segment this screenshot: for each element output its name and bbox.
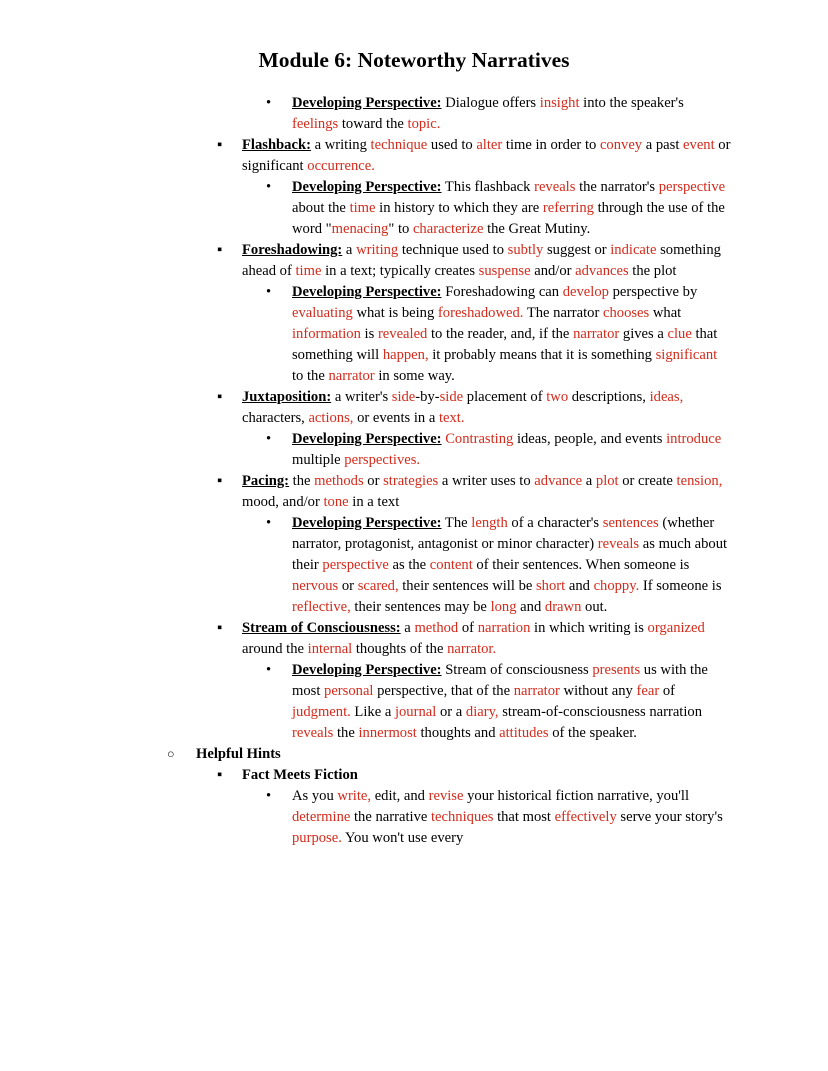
list-item xyxy=(0,786,828,849)
body-text: serve your story's xyxy=(616,809,723,825)
highlighted-term: occurrence. xyxy=(307,158,375,174)
highlighted-term: sentences xyxy=(602,515,659,531)
highlighted-term: drawn xyxy=(544,599,582,615)
body-text: in which writing is xyxy=(530,620,648,636)
highlighted-term: topic. xyxy=(407,116,441,132)
body-text: their sentences will be xyxy=(398,578,536,594)
highlighted-term: develop xyxy=(562,284,609,300)
list-item xyxy=(0,513,828,618)
highlighted-term: methods xyxy=(314,473,364,489)
list-item xyxy=(0,93,828,135)
body-text: that most xyxy=(493,809,555,825)
list-item-text xyxy=(292,515,727,615)
list-item-text xyxy=(292,431,721,468)
highlighted-term: tone xyxy=(323,494,349,510)
circle-bullet-icon: ○ xyxy=(167,747,175,761)
list-item-text xyxy=(242,473,722,510)
highlighted-term: two xyxy=(546,389,569,405)
highlighted-term: reveals xyxy=(597,536,640,552)
body-text: out. xyxy=(581,599,608,615)
body-text: in history to which they are xyxy=(375,200,543,216)
disc-bullet-icon: • xyxy=(266,284,272,300)
highlighted-term: narrator. xyxy=(447,641,497,657)
body-text: around the xyxy=(242,641,308,657)
body-text: what is being xyxy=(352,305,438,321)
highlighted-term: reveals xyxy=(534,179,576,195)
highlighted-term: introduce xyxy=(666,431,722,447)
highlighted-term: menacing xyxy=(331,221,389,237)
list-item xyxy=(0,660,828,744)
highlighted-term: side xyxy=(439,389,464,405)
highlighted-term: plot xyxy=(595,473,619,489)
term-label: Flashback: xyxy=(242,137,311,153)
highlighted-term: information xyxy=(292,326,361,342)
body-text: or events in a xyxy=(353,410,439,426)
highlighted-term: scared, xyxy=(357,578,399,594)
highlighted-term: techniques xyxy=(431,809,494,825)
highlighted-term: tension, xyxy=(676,473,723,489)
highlighted-term: narration xyxy=(477,620,531,636)
highlighted-term: revealed xyxy=(377,326,428,342)
list-item-text xyxy=(242,242,721,279)
highlighted-term: diary, xyxy=(465,704,499,720)
highlighted-term: writing xyxy=(356,242,399,258)
list-item xyxy=(0,471,828,513)
body-text: the narrator's xyxy=(575,179,659,195)
highlighted-term: convey xyxy=(599,137,643,153)
term-label: Developing Perspective: xyxy=(292,515,442,531)
body-text: the narrative xyxy=(350,809,431,825)
list-item xyxy=(0,240,828,282)
body-text: and xyxy=(565,578,594,594)
term-label: Developing Perspective: xyxy=(292,431,442,447)
body-text: ideas, people, and events xyxy=(513,431,667,447)
square-bullet-icon: ▪ xyxy=(217,137,223,153)
body-text: Dialogue offers xyxy=(441,95,540,111)
highlighted-term: write, xyxy=(337,788,372,804)
highlighted-term: internal xyxy=(307,641,353,657)
highlighted-term: method xyxy=(414,620,459,636)
list-item-text xyxy=(242,389,683,426)
highlighted-term: determine xyxy=(292,809,351,825)
highlighted-term: happen, xyxy=(382,347,429,363)
body-text: it probably means that it is something xyxy=(428,347,656,363)
body-text: mood, and/or xyxy=(242,494,324,510)
body-text: perspective by xyxy=(608,284,698,300)
square-bullet-icon: ▪ xyxy=(217,767,223,783)
highlighted-term: evaluating xyxy=(292,305,353,321)
body-text: that something will xyxy=(292,326,718,363)
body-text: or xyxy=(338,578,358,594)
list-item-text xyxy=(292,284,717,384)
list-item xyxy=(0,744,828,765)
highlighted-term: Contrasting xyxy=(445,431,514,447)
highlighted-term: subtly xyxy=(507,242,544,258)
highlighted-term: nervous xyxy=(292,578,339,594)
body-text: of their sentences. When someone is xyxy=(472,557,690,573)
body-text: into the speaker's xyxy=(579,95,684,111)
body-text: a writing xyxy=(310,137,371,153)
highlighted-term: long xyxy=(490,599,517,615)
list-item xyxy=(0,618,828,660)
body-text: a xyxy=(582,473,596,489)
body-text: -by- xyxy=(415,389,440,405)
body-text: the plot xyxy=(628,263,677,279)
highlighted-term: length xyxy=(471,515,508,531)
highlighted-term: side xyxy=(391,389,416,405)
highlighted-term: technique xyxy=(370,137,428,153)
term-label: Developing Perspective: xyxy=(292,662,442,678)
body-text: Like a xyxy=(350,704,395,720)
highlighted-term: content xyxy=(429,557,473,573)
list-item-text xyxy=(242,767,358,783)
body-text: characters, xyxy=(242,410,309,426)
highlighted-term: feelings xyxy=(292,116,339,132)
body-text: suggest or xyxy=(543,242,611,258)
square-bullet-icon: ▪ xyxy=(217,473,223,489)
body-text: and/or xyxy=(530,263,576,279)
highlighted-term: text. xyxy=(438,410,465,426)
disc-bullet-icon: • xyxy=(266,515,272,531)
body-text: edit, and xyxy=(371,788,429,804)
highlighted-term: suspense xyxy=(478,263,531,279)
highlighted-term: foreshadowed. xyxy=(437,305,524,321)
body-text: stream-of-consciousness narration xyxy=(498,704,703,720)
body-text: gives a xyxy=(619,326,668,342)
term-label: Developing Perspective: xyxy=(292,284,442,300)
highlighted-term: actions, xyxy=(308,410,354,426)
highlighted-term: significant xyxy=(655,347,718,363)
body-text: us with the most xyxy=(292,662,708,699)
body-text: about the xyxy=(292,200,350,216)
body-text: of xyxy=(458,620,478,636)
document-outline-list xyxy=(0,93,828,849)
body-text: The narrator xyxy=(523,305,603,321)
body-text: toward the xyxy=(338,116,408,132)
body-text: their sentences may be xyxy=(350,599,491,615)
body-text: a writer's xyxy=(331,389,392,405)
body-text: If someone is xyxy=(639,578,722,594)
body-text: descriptions, xyxy=(568,389,650,405)
term-label: Foreshadowing: xyxy=(242,242,343,258)
body-text: and xyxy=(516,599,545,615)
highlighted-term: choppy. xyxy=(593,578,640,594)
body-text: You won't use every xyxy=(341,830,464,846)
list-item xyxy=(0,765,828,786)
body-text: perspective, that of the xyxy=(373,683,514,699)
body-text: the Great Mutiny. xyxy=(483,221,591,237)
highlighted-term: characterize xyxy=(412,221,484,237)
highlighted-term: alter xyxy=(476,137,503,153)
list-item-text xyxy=(242,620,705,657)
highlighted-term: reveals xyxy=(292,725,334,741)
highlighted-term: indicate xyxy=(610,242,657,258)
list-item-text xyxy=(292,95,684,132)
body-text: or significant xyxy=(242,137,731,174)
disc-bullet-icon: • xyxy=(266,431,272,447)
highlighted-term: effectively xyxy=(554,809,617,825)
highlighted-term: narrator xyxy=(513,683,560,699)
body-text: (whether narrator, protagonist, antagonist or minor character) xyxy=(292,515,715,552)
body-text: in a text; typically creates xyxy=(321,263,479,279)
body-text: a xyxy=(342,242,357,258)
body-text: something ahead of xyxy=(242,242,721,279)
body-text: your historical fiction narrative, you'll xyxy=(463,788,689,804)
list-item xyxy=(0,429,828,471)
highlighted-term: perspective xyxy=(658,179,726,195)
highlighted-term: reflective, xyxy=(292,599,351,615)
highlighted-term: judgment. xyxy=(292,704,351,720)
term-label: Juxtaposition: xyxy=(242,389,332,405)
highlighted-term: insight xyxy=(539,95,580,111)
term-label: Fact Meets Fiction xyxy=(242,767,358,783)
body-text: in a text xyxy=(348,494,400,510)
highlighted-term: chooses xyxy=(603,305,650,321)
body-text: As you xyxy=(292,788,338,804)
body-text: to the xyxy=(292,368,329,384)
list-item xyxy=(0,135,828,177)
highlighted-term: time xyxy=(295,263,322,279)
list-item-text xyxy=(242,137,730,174)
highlighted-term: referring xyxy=(542,200,594,216)
term-label: Developing Perspective: xyxy=(292,95,442,111)
list-item xyxy=(0,387,828,429)
highlighted-term: fear xyxy=(636,683,660,699)
highlighted-term: perspectives. xyxy=(344,452,421,468)
body-text: used to xyxy=(427,137,477,153)
body-text: technique used to xyxy=(398,242,508,258)
body-text: as much about their xyxy=(292,536,728,573)
highlighted-term: organized xyxy=(647,620,705,636)
square-bullet-icon: ▪ xyxy=(217,389,223,405)
body-text: a xyxy=(400,620,415,636)
highlighted-term: presents xyxy=(592,662,641,678)
body-text: This flashback xyxy=(441,179,535,195)
term-label: Pacing: xyxy=(242,473,290,489)
highlighted-term: attitudes xyxy=(499,725,549,741)
body-text: placement of xyxy=(463,389,547,405)
body-text: what xyxy=(649,305,682,321)
body-text: or create xyxy=(618,473,677,489)
body-text: a past xyxy=(642,137,684,153)
highlighted-term: event xyxy=(683,137,715,153)
body-text: of the speaker. xyxy=(548,725,637,741)
highlighted-term: narrator xyxy=(573,326,620,342)
body-text: or a xyxy=(436,704,466,720)
body-text: thoughts and xyxy=(416,725,500,741)
highlighted-term: revise xyxy=(428,788,464,804)
disc-bullet-icon: • xyxy=(266,179,272,195)
list-item-text xyxy=(292,788,723,846)
highlighted-term: advance xyxy=(534,473,583,489)
disc-bullet-icon: • xyxy=(266,662,272,678)
highlighted-term: clue xyxy=(667,326,692,342)
body-text: Foreshadowing can xyxy=(441,284,563,300)
body-text: multiple xyxy=(292,452,345,468)
disc-bullet-icon: • xyxy=(266,788,272,804)
body-text: Stream of consciousness xyxy=(441,662,593,678)
term-label: Stream of Consciousness: xyxy=(242,620,401,636)
list-item xyxy=(0,282,828,387)
body-text: " to xyxy=(388,221,413,237)
body-text: to the reader, and, if the xyxy=(427,326,574,342)
highlighted-term: purpose. xyxy=(292,830,342,846)
highlighted-term: ideas, xyxy=(649,389,684,405)
highlighted-term: short xyxy=(536,578,566,594)
list-item-text xyxy=(292,662,708,741)
body-text: is xyxy=(360,326,378,342)
highlighted-term: personal xyxy=(324,683,374,699)
body-text: The xyxy=(441,515,472,531)
body-text: of xyxy=(659,683,676,699)
body-text: the xyxy=(333,725,359,741)
highlighted-term: strategies xyxy=(383,473,439,489)
list-item xyxy=(0,177,828,240)
body-text: thoughts of the xyxy=(352,641,448,657)
highlighted-term: journal xyxy=(394,704,437,720)
highlighted-term: innermost xyxy=(358,725,417,741)
body-text: of a character's xyxy=(507,515,603,531)
highlighted-term: advances xyxy=(575,263,629,279)
term-label: Developing Perspective: xyxy=(292,179,442,195)
highlighted-term: perspective xyxy=(322,557,389,573)
square-bullet-icon: ▪ xyxy=(217,620,223,636)
body-text: without any xyxy=(559,683,637,699)
list-item-text xyxy=(292,179,725,237)
document-title: Module 6: Noteworthy Narratives xyxy=(258,48,570,72)
highlighted-term: time xyxy=(349,200,376,216)
body-text: time in order to xyxy=(502,137,600,153)
body-text: or xyxy=(363,473,384,489)
square-bullet-icon: ▪ xyxy=(217,242,223,258)
list-item-text xyxy=(196,746,281,762)
body-text: a writer uses to xyxy=(438,473,535,489)
term-label: Helpful Hints xyxy=(196,746,281,762)
body-text: as the xyxy=(388,557,430,573)
body-text: in some way. xyxy=(374,368,455,384)
highlighted-term: narrator xyxy=(328,368,375,384)
body-text: the xyxy=(289,473,315,489)
disc-bullet-icon: • xyxy=(266,95,272,111)
body-text: through the use of the word " xyxy=(292,200,725,237)
